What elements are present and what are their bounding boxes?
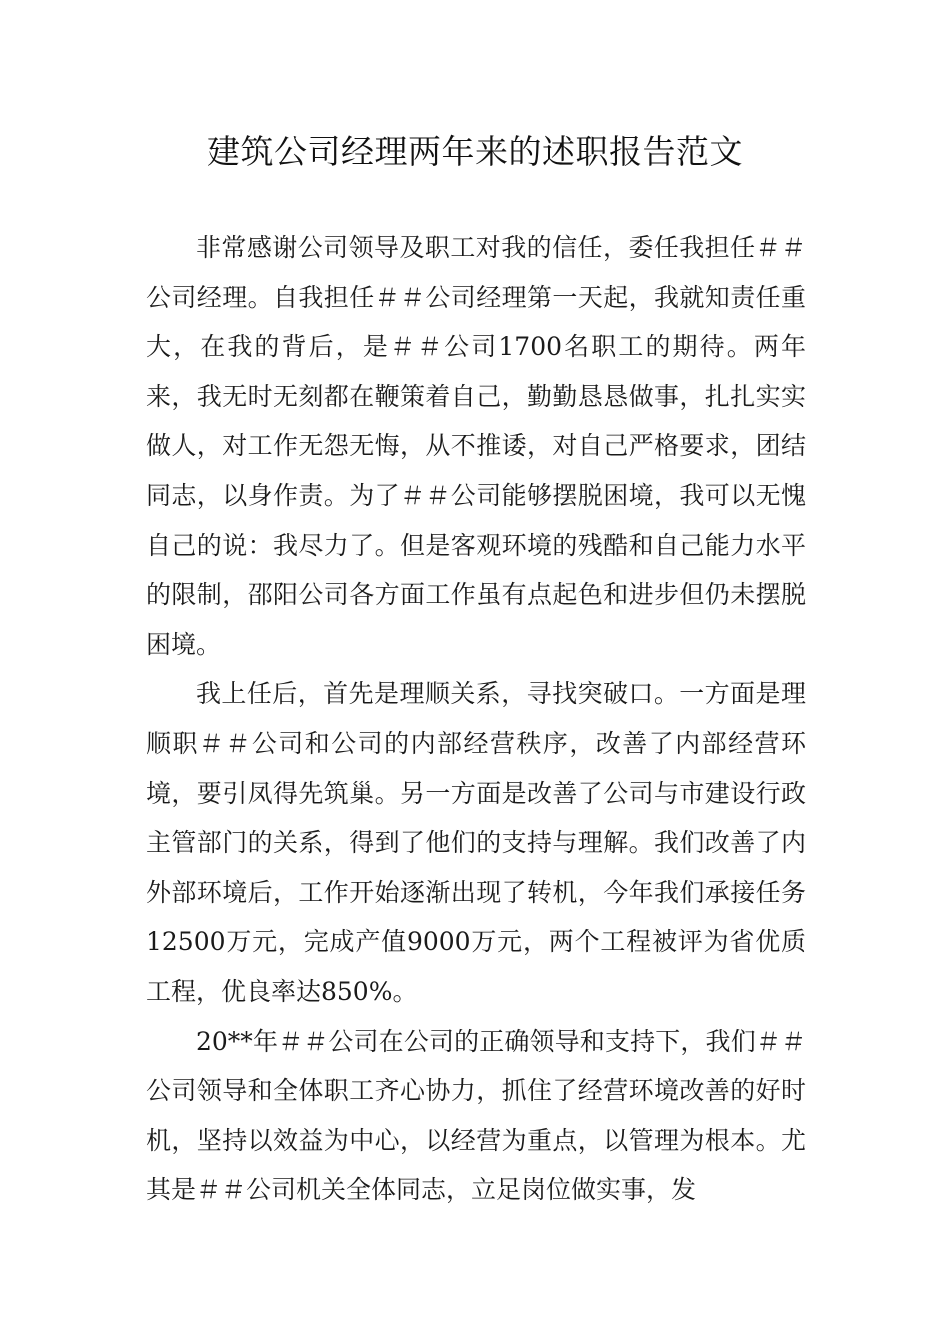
paragraph: 我上任后，首先是理顺关系，寻找突破口。一方面是理顺职＃＃公司和公司的内部经营秩序，改善了内部经营环境，要引凤得先筑巢。另一方面是改善了公司与市建设行政主管部门的关系，得到了他们的支持与理解。我们改善了内外部环境后，工作开始逐渐出现了转机，今年我们承接任务12500万元，完成产值9000万元，两个工程被评为省优质工程，优良率达850%。 — [146, 679, 806, 1006]
paragraph: 20**年＃＃公司在公司的正确领导和支持下，我们＃＃公司领导和全体职工齐心协力，抓住了经营环境改善的好时机，坚持以效益为中心，以经营为重点，以管理为根本。尤其是＃＃公司机关全体同志，立足岗位做实事，发 — [146, 1026, 806, 1205]
document-body — [146, 223, 806, 1215]
document-title: 建筑公司经理两年来的述职报告范文 — [207, 132, 743, 171]
paragraph: 非常感谢公司领导及职工对我的信任，委任我担任＃＃公司经理。自我担任＃＃公司经理第一天起，我就知责任重大，在我的背后，是＃＃公司1700名职工的期待。两年来，我无时无刻都在鞭策着自己，勤勤恳恳做事，扎扎实实做人，对工作无怨无悔，从不推诿，对自己严格要求，团结同志，以身作责。为了＃＃公司能够摆脱困境，我可以无愧自己的说：我尽力了。但是客观环境的残酷和自己能力水平的限制，邵阳公司各方面工作虽有点起色和进步但仍未摆脱困境。 — [146, 233, 806, 659]
